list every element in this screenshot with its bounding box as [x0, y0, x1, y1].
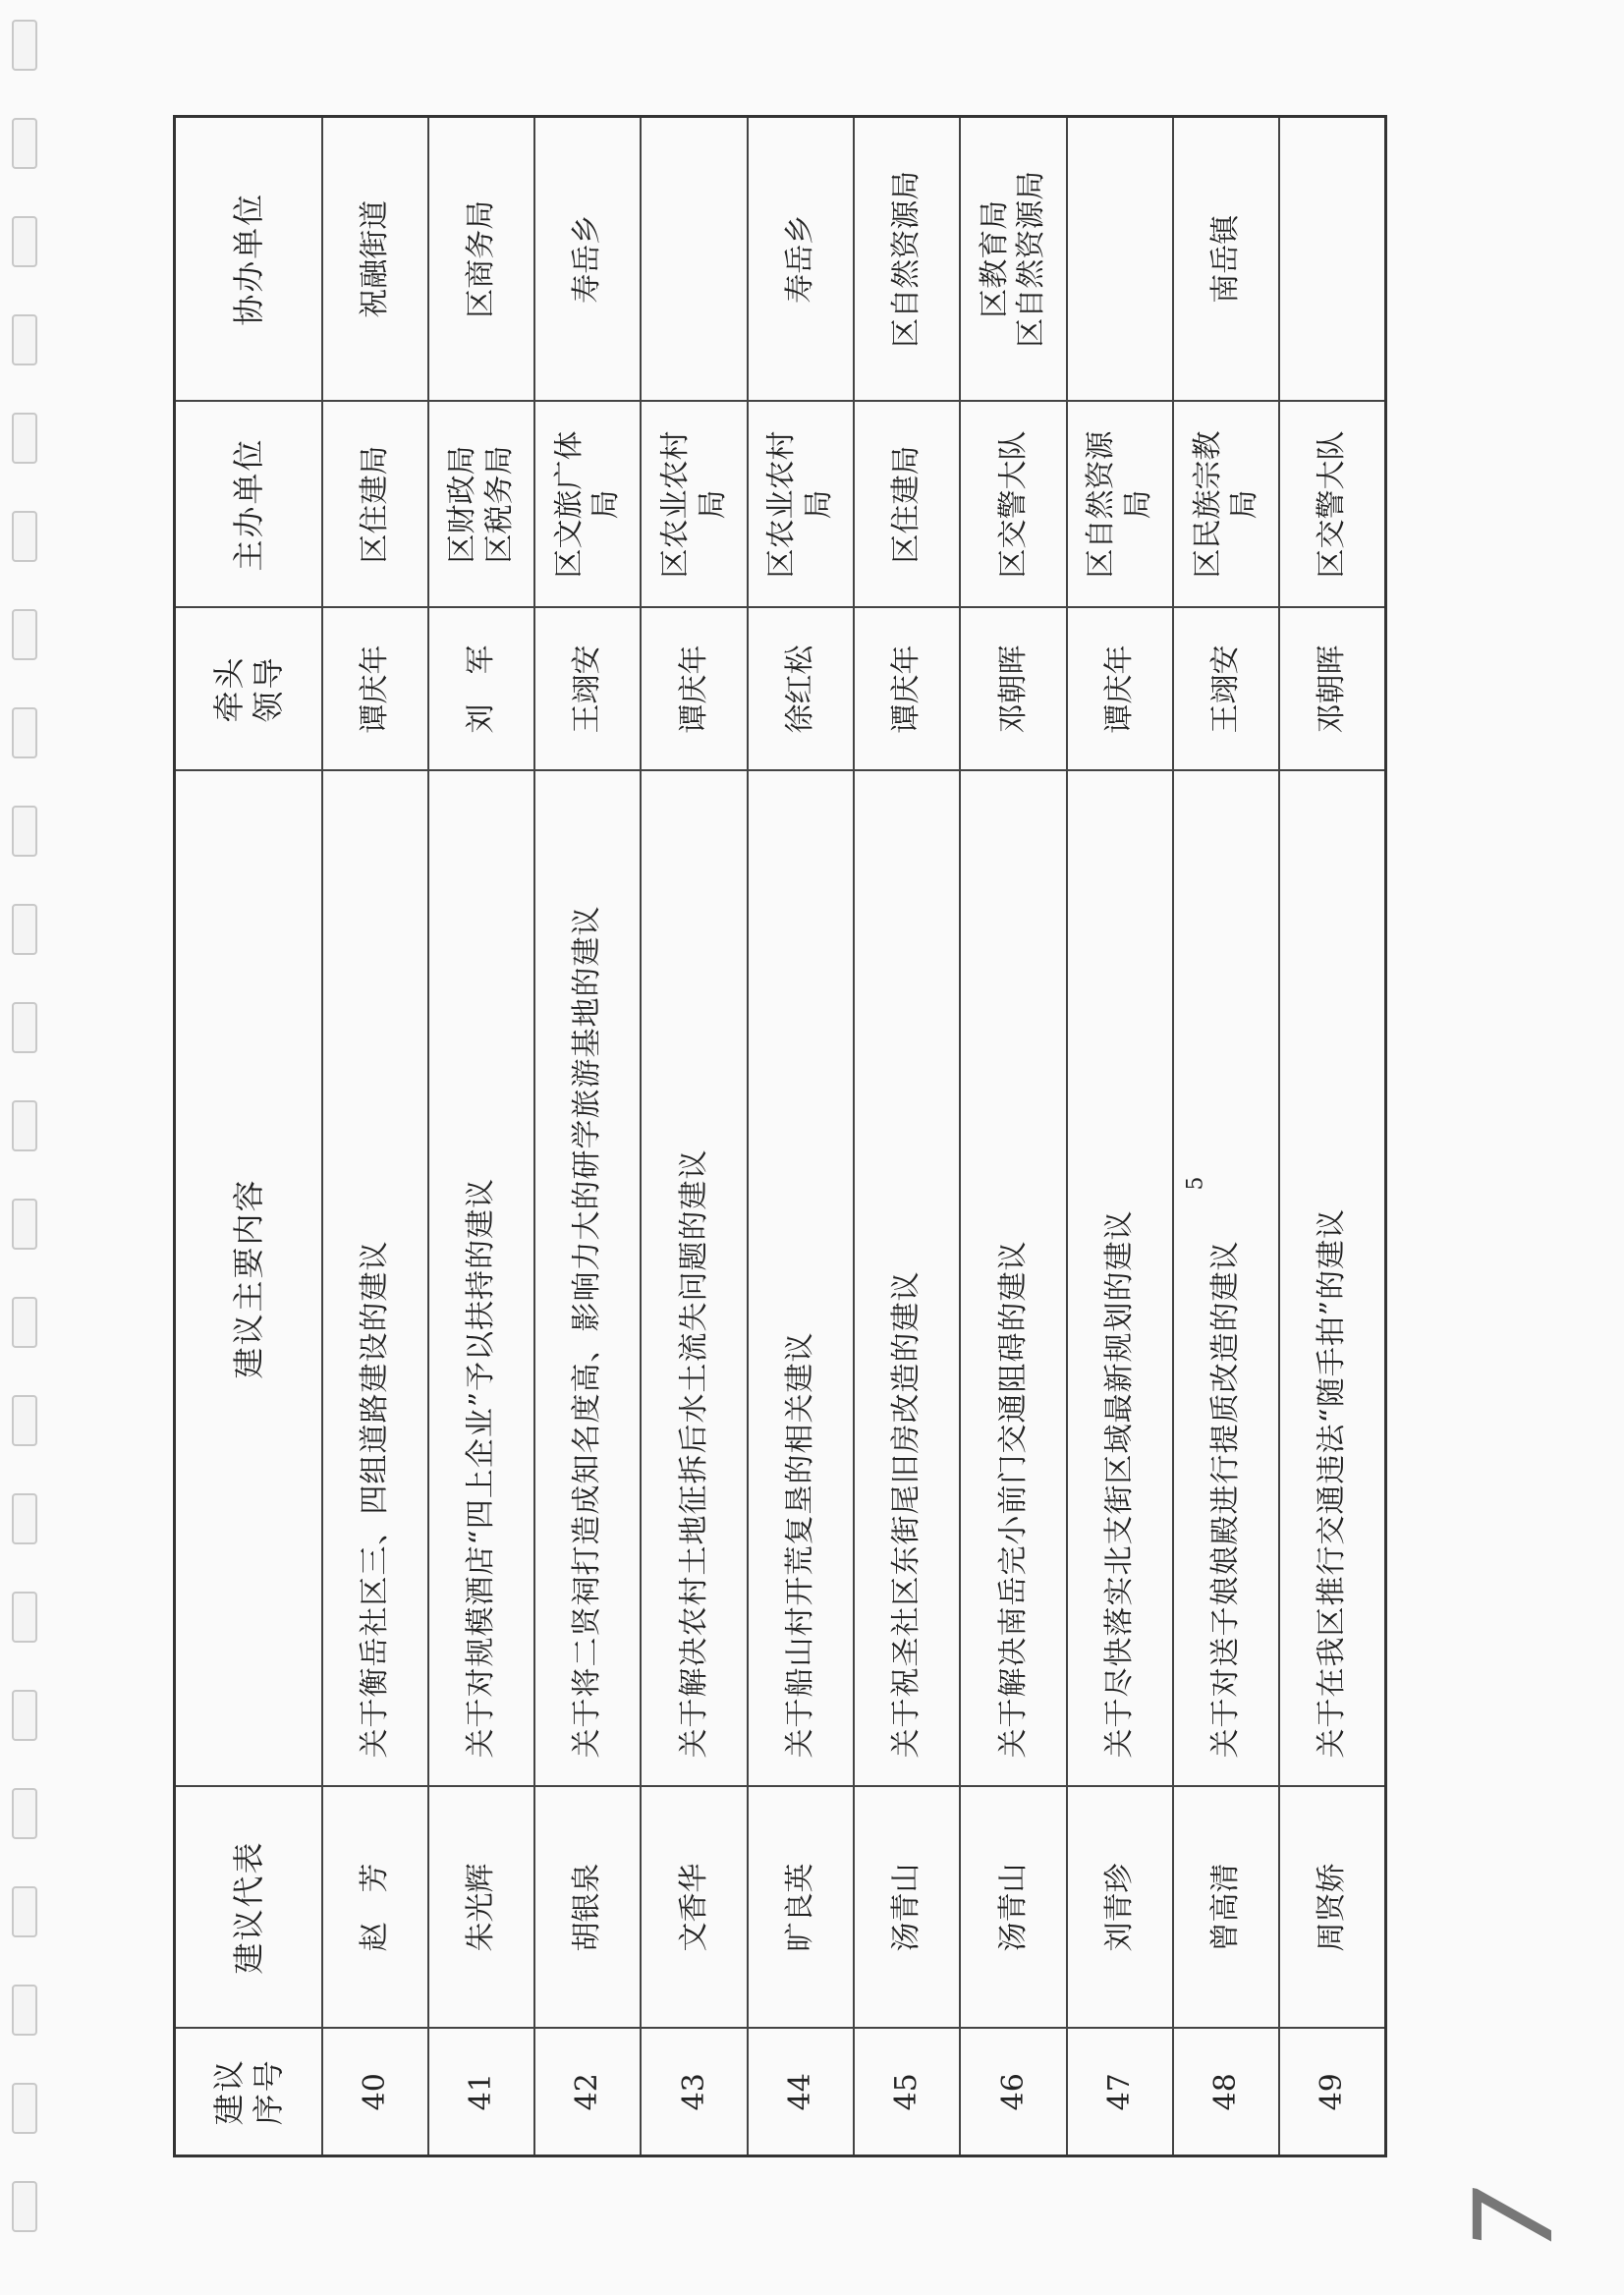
cell-no: 42	[534, 2029, 641, 2156]
proposal-table	[173, 115, 1387, 2157]
cell-leader: 刘 军	[428, 608, 534, 771]
cell-no: 48	[1173, 2029, 1279, 2156]
cell-representative: 汤青山	[960, 1787, 1066, 2029]
cell-main-unit: 区民族宗教 局	[1173, 402, 1279, 608]
cell-main-unit: 区交警大队	[1279, 402, 1385, 608]
cell-assist-unit: 区教育局 区自然资源局	[960, 117, 1066, 402]
header-main-unit: 主办单位	[175, 402, 322, 608]
cell-assist-unit: 区商务局	[428, 117, 534, 402]
cell-content: 关于衡岳社区三、四组道路建设的建议	[322, 771, 428, 1787]
cell-assist-unit: 寿岳乡	[748, 117, 854, 402]
cell-assist-unit	[641, 117, 747, 402]
cell-content: 关于解决农村土地征拆后水土流失问题的建议	[641, 771, 747, 1787]
cell-assist-unit: 寿岳乡	[534, 117, 641, 402]
cell-no: 45	[854, 2029, 960, 2156]
cell-representative: 汤青山	[854, 1787, 960, 2029]
cell-no: 44	[748, 2029, 854, 2156]
cell-representative: 赵 芳	[322, 1787, 428, 2029]
cell-content: 关于解决南岳完小前门交通阻碍的建议	[960, 771, 1066, 1787]
table-row	[748, 117, 854, 2156]
cell-no: 40	[322, 2029, 428, 2156]
cell-main-unit: 区交警大队	[960, 402, 1066, 608]
cell-content: 关于尽快落实北支街区域最新规划的建议	[1067, 771, 1173, 1787]
cell-leader: 谭庆年	[1067, 608, 1173, 771]
cell-no: 41	[428, 2029, 534, 2156]
cell-representative: 文香华	[641, 1787, 747, 2029]
cell-no: 49	[1279, 2029, 1385, 2156]
table-row	[1173, 117, 1279, 2156]
cell-representative: 朱光辉	[428, 1787, 534, 2029]
cell-leader: 谭庆年	[641, 608, 747, 771]
cell-leader: 谭庆年	[322, 608, 428, 771]
cell-main-unit: 区农业农村 局	[748, 402, 854, 608]
cell-assist-unit	[1279, 117, 1385, 402]
cell-content: 关于对送子娘娘殿进行提质改造的建议	[1173, 771, 1279, 1787]
table-row	[428, 117, 534, 2156]
cell-representative: 刘青珍	[1067, 1787, 1173, 2029]
table-row	[1279, 117, 1385, 2156]
cell-content: 关于在我区推行交通违法“随手拍”的建议	[1279, 771, 1385, 1787]
cell-leader: 邓朝晖	[960, 608, 1066, 771]
cell-leader: 邓朝晖	[1279, 608, 1385, 771]
cell-main-unit: 区财政局 区税务局	[428, 402, 534, 608]
header-no: 建议 序号	[175, 2029, 322, 2156]
cell-content: 关于对规模酒店“四上企业”予以扶持的建议	[428, 771, 534, 1787]
cell-content: 关于将二贤祠打造成知名度高、影响力大的研学旅游基地的建议	[534, 771, 641, 1787]
cell-leader: 王翊安	[1173, 608, 1279, 771]
header-representative: 建议代表	[175, 1787, 322, 2029]
table-row	[1067, 117, 1173, 2156]
cell-no: 47	[1067, 2029, 1173, 2156]
cell-representative: 曾高清	[1173, 1787, 1279, 2029]
header-assist-unit: 协办单位	[175, 117, 322, 402]
cell-main-unit: 区自然资源 局	[1067, 402, 1173, 608]
table-row	[854, 117, 960, 2156]
cell-representative: 胡银泉	[534, 1787, 641, 2029]
cell-representative: 旷良英	[748, 1787, 854, 2029]
header-content: 建议主要内容	[175, 771, 322, 1787]
page-number: 5	[1183, 1176, 1208, 1191]
table-row	[641, 117, 747, 2156]
cell-no: 46	[960, 2029, 1066, 2156]
cell-main-unit: 区住建局	[854, 402, 960, 608]
cell-leader: 谭庆年	[854, 608, 960, 771]
cell-content: 关于祝圣社区东街尾旧房改造的建议	[854, 771, 960, 1787]
cell-assist-unit: 区自然资源局	[854, 117, 960, 402]
table-row	[534, 117, 641, 2156]
cell-assist-unit: 祝融街道	[322, 117, 428, 402]
cell-main-unit: 区住建局	[322, 402, 428, 608]
cell-representative: 周贤娇	[1279, 1787, 1385, 2029]
table-row	[322, 117, 428, 2156]
cell-leader: 王翊安	[534, 608, 641, 771]
cell-main-unit: 区农业农村 局	[641, 402, 747, 608]
cell-leader: 徐红松	[748, 608, 854, 771]
table-row	[960, 117, 1066, 2156]
header-leader: 牵头 领导	[175, 608, 322, 771]
cell-main-unit: 区文旅广体 局	[534, 402, 641, 608]
cell-assist-unit: 南岳镇	[1173, 117, 1279, 402]
table-header-row	[175, 117, 322, 2156]
cell-no: 43	[641, 2029, 747, 2156]
handwritten-page-mark: 7	[1451, 2174, 1577, 2267]
cell-content: 关于船山村开荒复垦的相关建议	[748, 771, 854, 1787]
cell-assist-unit	[1067, 117, 1173, 402]
